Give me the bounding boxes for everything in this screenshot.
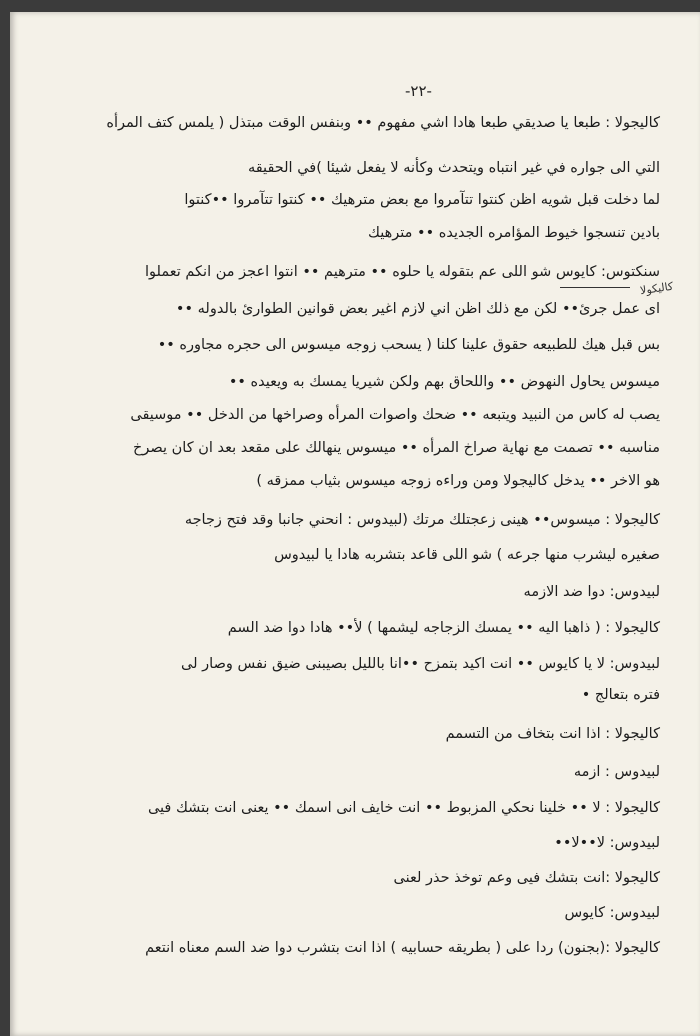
text-line: سنكتوس: كايوس شو اللى عم بتقوله يا حلوه •• مترهيم •• انتوا اعجز من انكم تعملوا <box>145 264 660 280</box>
text-line: لما دخلت قبل شويه اظن كنتوا تتآمروا مع بعض مترهيك •• كنتوا تتآمروا ••كنتوا <box>184 192 660 208</box>
text-line: كاليجولا :انت بتشك فيى وعم توخذ حذر لعنى <box>393 870 660 886</box>
text-line: كاليجولا :(بجنون) ردا على ( بطريقه حسابيه ) اذا انت بتشرب دوا ضد السم معناه انتعم <box>145 940 660 956</box>
underline-mark <box>560 287 630 288</box>
text-line: كاليجولا : لا •• خلينا نحكي المزبوط •• انت خايف انى اسمك •• يعنى انت بتشك فيى <box>147 800 660 816</box>
text-line: لبيدوس: لا يا كايوس •• انت اكيد بتمزح ••انا بالليل بصيبنى ضيق نفس وصار لى <box>181 656 660 672</box>
text-line: فتره بتعالج • <box>581 687 660 703</box>
handwritten-margin-note: كاليكولا <box>639 279 675 298</box>
text-line: كاليجولا : طبعا يا صديقي طبعا هادا اشي مفهوم •• وبنفس الوقت مبتذل ( يلمس كتف المرأه <box>106 115 660 131</box>
text-line: مناسبه •• تصمت مع نهاية صراخ المرأه •• ميسوس ينهالك على مقعد بعد ان كان يصرخ <box>133 440 660 456</box>
text-line: كاليجولا : ( ذاهبا اليه •• يمسك الزجاجه ليشمها ) لأ•• هادا دوا ضد السم <box>227 620 660 636</box>
text-line: ميسوس يحاول النهوض •• واللحاق بهم ولكن شيريا يمسك به ويعيده •• <box>228 374 660 390</box>
text-line: لبيدوس : ازمه <box>573 764 660 780</box>
text-line: لبيدوس: كايوس <box>564 905 660 921</box>
text-line: التي الى جواره في غير انتباه ويتحدث وكأنه لا يفعل شيئا )في الحقيقه <box>247 160 660 176</box>
text-line: كاليجولا : ميسوس•• هينى زعجتلك مرتك (لبيدوس : انحني جانبا وقد فتح زجاجه <box>184 512 660 528</box>
text-line: بادين تنسجوا خيوط المؤامره الجديده •• مترهيك <box>368 225 660 241</box>
text-line: هو الاخر •• يدخل كاليجولا ومن وراءه زوجه ميسوس بثياب ممزقه ) <box>256 473 660 489</box>
page-number: -٢٢- <box>405 82 432 100</box>
document-page <box>10 12 700 1036</box>
text-line: صغيره ليشرب منها جرعه ) شو اللى قاعد بتشربه هادا يا لبيدوس <box>274 547 660 563</box>
text-line: يصب له كاس من النبيد ويتبعه •• ضحك واصوات المرأه وصراخها من الدخل •• موسيقى <box>130 407 660 423</box>
text-line: لبيدوس: دوا ضد الازمه <box>523 584 660 600</box>
text-line: كاليجولا : اذا انت بتخاف من التسمم <box>445 726 660 742</box>
text-line: بس قبل هيك للطبيعه حقوق علينا كلنا ( يسحب زوجه ميسوس الى حجره مجاوره •• <box>157 337 660 353</box>
text-line: لبيدوس: لا••لا•• <box>554 835 660 851</box>
text-line: اى عمل جرئ•• لكن مع ذلك اظن اني لازم اغير بعض قوانين الطوارئ بالدوله •• <box>175 301 660 317</box>
